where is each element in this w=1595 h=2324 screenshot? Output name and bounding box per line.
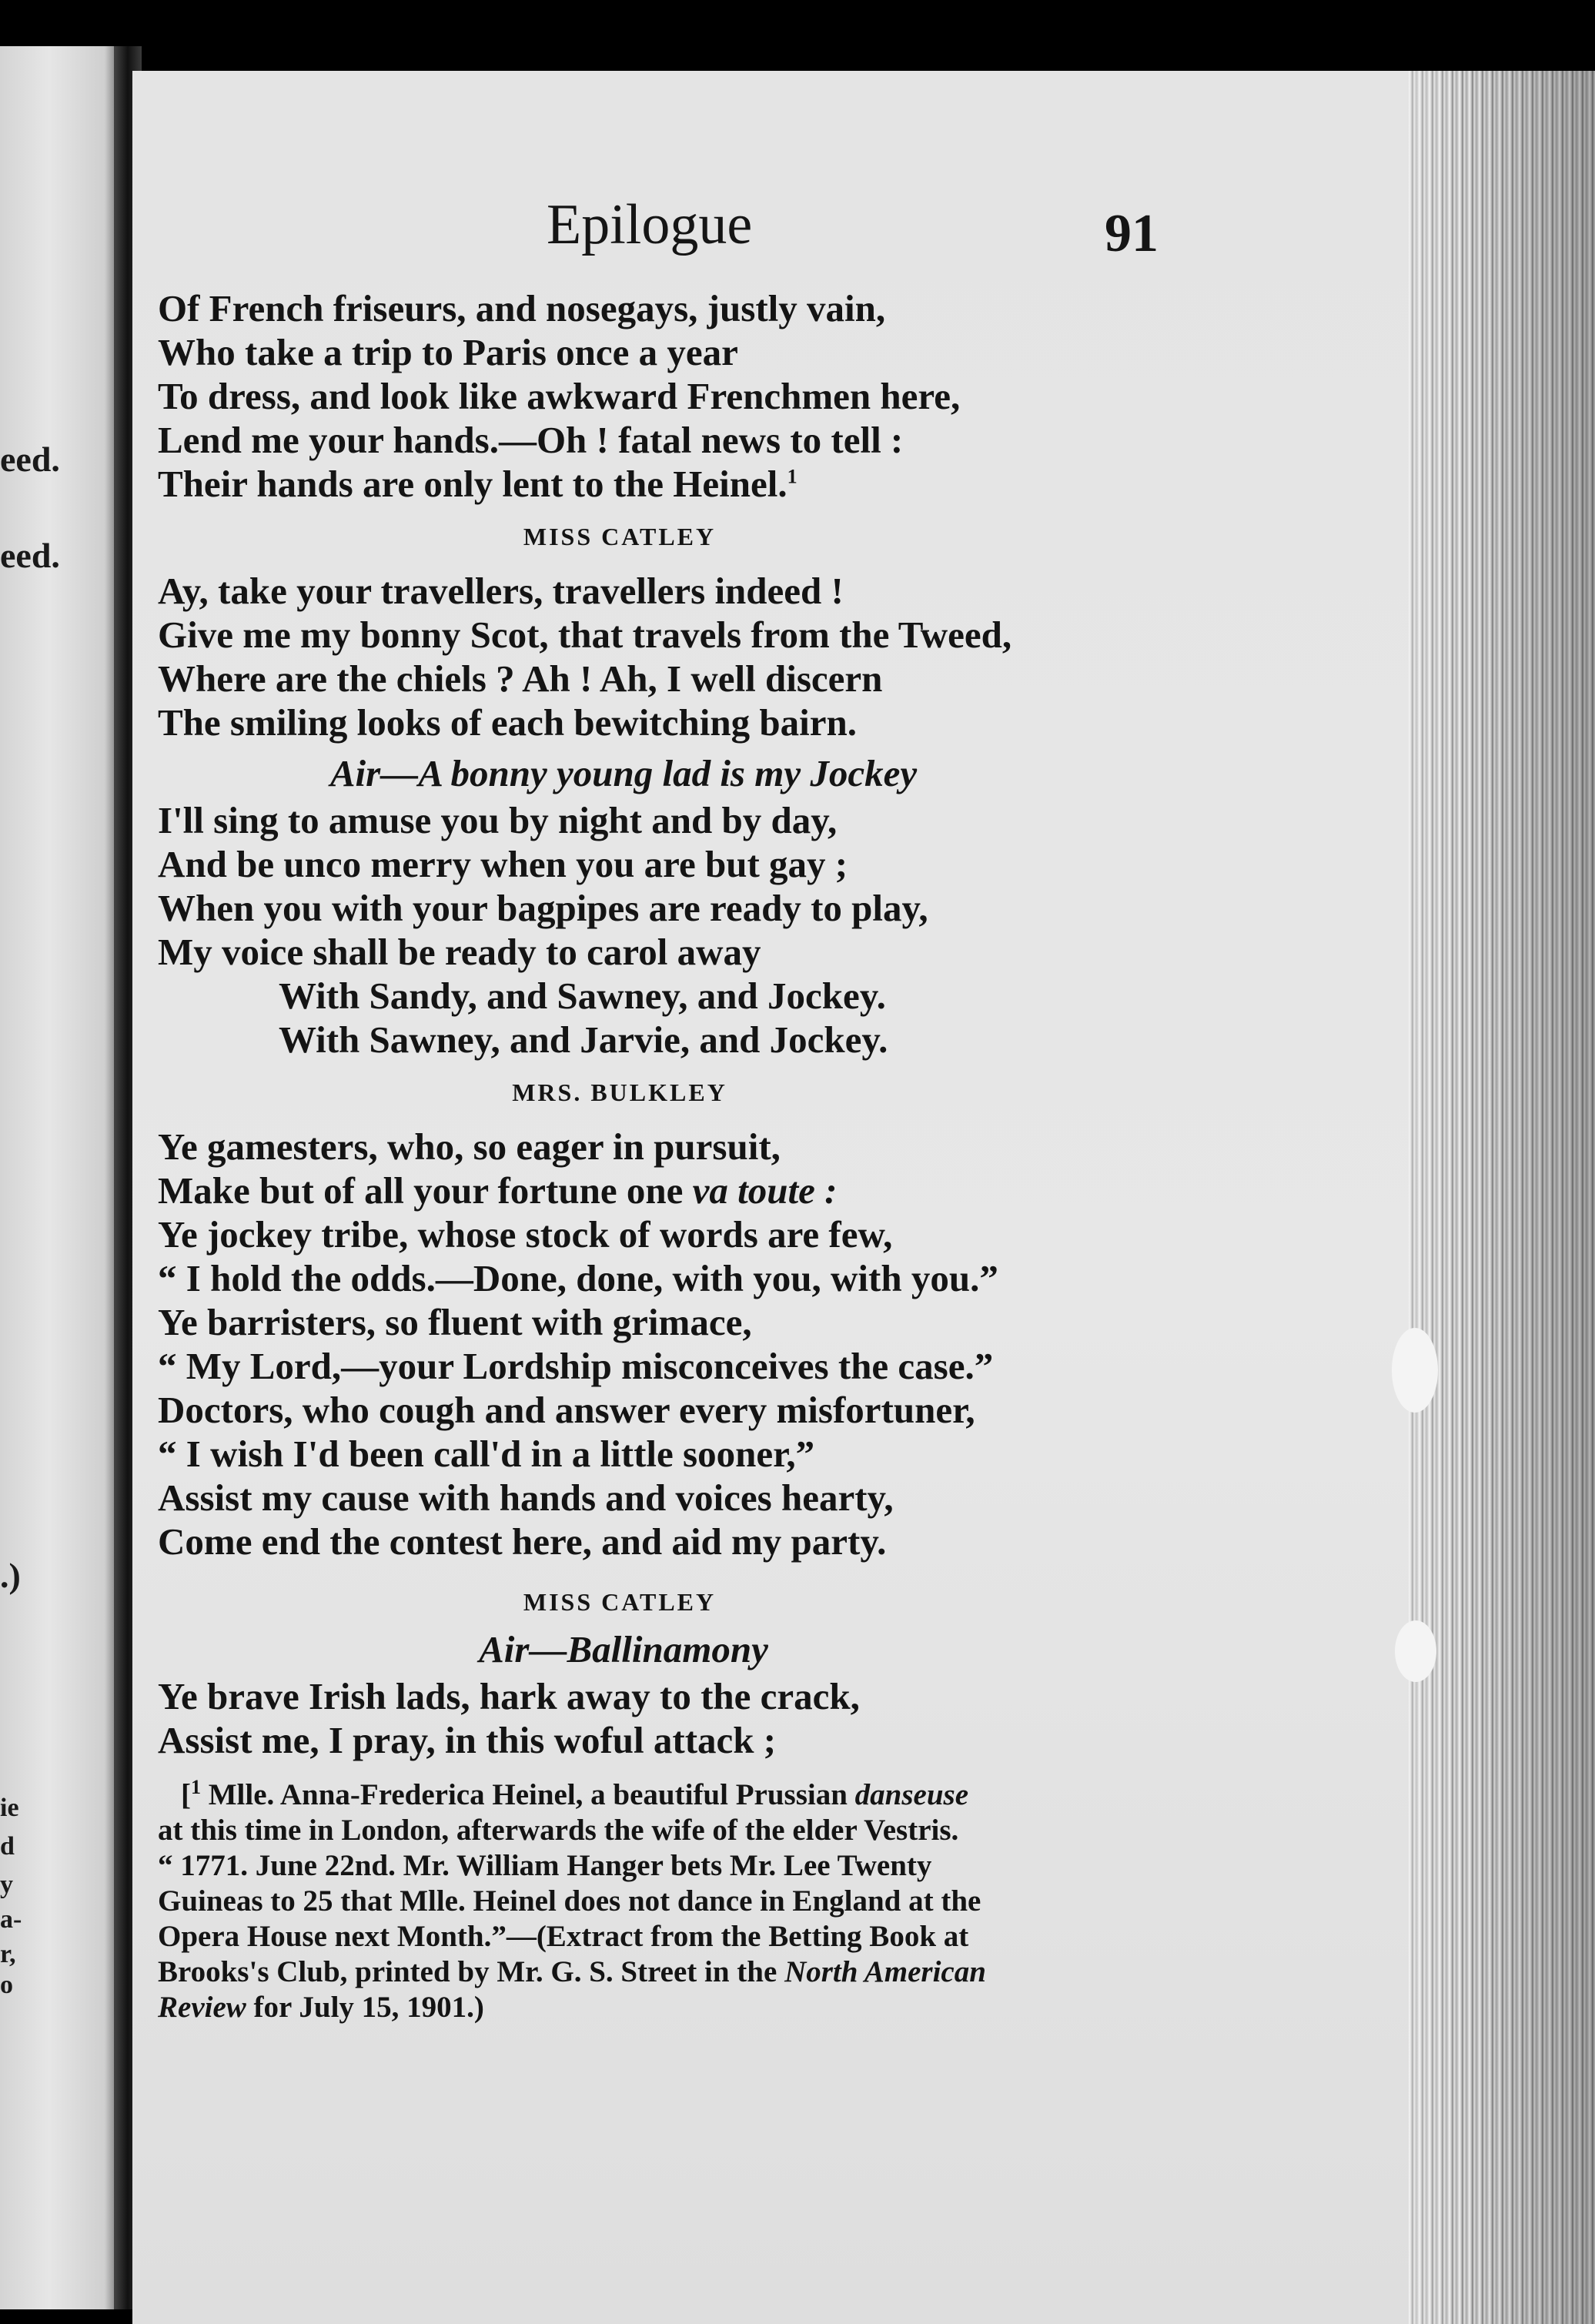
verse-line: Assist my cause with hands and voices hearty, <box>158 1476 894 1519</box>
verse-line: Lend me your hands.—Oh ! fatal news to tell : <box>158 419 904 461</box>
verse-line: Doctors, who cough and answer every misfortuner, <box>158 1389 975 1431</box>
verse-line: Of French friseurs, and nosegays, justly vain, <box>158 287 886 329</box>
paper-blemish <box>1392 1328 1438 1413</box>
verse-line: I'll sing to amuse you by night and by day, <box>158 799 838 841</box>
footnote-marker: 1 <box>787 465 798 488</box>
verse-line: My voice shall be ready to carol away <box>158 931 761 973</box>
verse-line-refrain: With Sawney, and Jarvie, and Jockey. <box>279 1018 888 1061</box>
facing-page-fragment: .) <box>0 1556 21 1595</box>
verse-line: The smiling looks of each bewitching bairn. <box>158 701 857 744</box>
verse-line: “ I wish I'd been call'd in a little sooner,” <box>158 1433 815 1475</box>
verse-line: To dress, and look like awkward Frenchmen here, <box>158 375 961 417</box>
facing-page-fragment: eed. <box>0 536 60 575</box>
verse-line: Where are the chiels ? Ah ! Ah, I well discern <box>158 657 883 700</box>
footnote-italic: danseuse <box>854 1778 969 1811</box>
footnote-italic: Review <box>158 1991 246 2024</box>
verse-line: And be unco merry when you are but gay ; <box>158 843 848 885</box>
speaker-heading: MRS. BULKLEY <box>512 1078 727 1106</box>
verse-line: “ I hold the odds.—Done, done, with you, with you.” <box>158 1257 998 1299</box>
verse-line: When you with your bagpipes are ready to play, <box>158 887 928 929</box>
verse-line: Ay, take your travellers, travellers indeed ! <box>158 570 844 612</box>
speaker-heading: MISS CATLEY <box>523 1588 717 1616</box>
verse-line: Come end the contest here, and aid my party. <box>158 1520 887 1563</box>
verse-line-text: Make but of all your fortune one <box>158 1169 693 1212</box>
facing-page-fragment: d <box>0 1832 15 1861</box>
facing-page <box>0 46 123 2309</box>
air-heading: Air—Ballinamony <box>479 1628 768 1670</box>
speaker-heading: MISS CATLEY <box>523 523 717 550</box>
facing-page-fragment: o <box>0 1971 13 1999</box>
verse-line <box>158 462 1251 506</box>
page-number: 91 <box>1105 204 1159 263</box>
footnote-bracket: [ <box>181 1778 191 1811</box>
footnote-line: at this time in London, afterwards the wife of the elder Vestris. <box>158 1814 959 1847</box>
footnote-line: Opera House next Month.”—(Extract from the Betting Book at <box>158 1920 969 1953</box>
footnote-marker: 1 <box>191 1776 201 1798</box>
footnote-text: for July 15, 1901.) <box>246 1991 484 2024</box>
page-header <box>158 192 1251 262</box>
verse-line: Assist me, I pray, in this woful attack ; <box>158 1719 777 1761</box>
facing-page-fragment: y <box>0 1871 13 1899</box>
verse-line: Who take a trip to Paris once a year <box>158 331 738 373</box>
footnote-line: “ 1771. June 22nd. Mr. William Hanger bets Mr. Lee Twenty <box>158 1849 932 1882</box>
page-block-shade <box>1409 71 1595 2324</box>
verse-line <box>158 1169 1251 1212</box>
verse-line: “ My Lord,—your Lordship misconceives the case.” <box>158 1345 994 1387</box>
epilogue-verse <box>158 286 1251 2025</box>
verse-line: Ye jockey tribe, whose stock of words are few, <box>158 1213 893 1256</box>
footnote-text: Brooks's Club, printed by Mr. G. S. Street in the <box>158 1955 785 1988</box>
footnote-line <box>158 1955 1166 1990</box>
footnote <box>158 1777 1166 2025</box>
verse-line-refrain: With Sandy, and Sawney, and Jockey. <box>279 975 886 1017</box>
footnote-line <box>158 1777 1166 1813</box>
facing-page-fragment: eed. <box>0 440 60 479</box>
paper-blemish <box>1395 1620 1436 1682</box>
footnote-line: Guineas to 25 that Mlle. Heinel does not dance in England at the <box>158 1884 981 1918</box>
running-title: Epilogue <box>547 193 753 256</box>
verse-line-text: Their hands are only lent to the Heinel. <box>158 463 787 505</box>
footnote-text: Mlle. Anna-Frederica Heinel, a beautiful Prussian <box>201 1778 855 1811</box>
footnote-line <box>158 1990 1166 2025</box>
facing-page-fragment: a- <box>0 1905 22 1934</box>
facing-page-fragment: r, <box>0 1940 16 1968</box>
verse-line: Ye gamesters, who, so eager in pursuit, <box>158 1125 781 1168</box>
footnote-italic: North American <box>784 1955 986 1988</box>
verse-line: Ye barristers, so fluent with grimace, <box>158 1301 752 1343</box>
verse-italic-phrase: va toute : <box>692 1169 838 1212</box>
verse-line: Ye brave Irish lads, hark away to the crack, <box>158 1675 860 1717</box>
verse-line: Give me my bonny Scot, that travels from the Tweed, <box>158 614 1012 656</box>
air-heading: Air—A bonny young lad is my Jockey <box>329 752 918 794</box>
facing-page-fragment: ie <box>0 1794 19 1822</box>
